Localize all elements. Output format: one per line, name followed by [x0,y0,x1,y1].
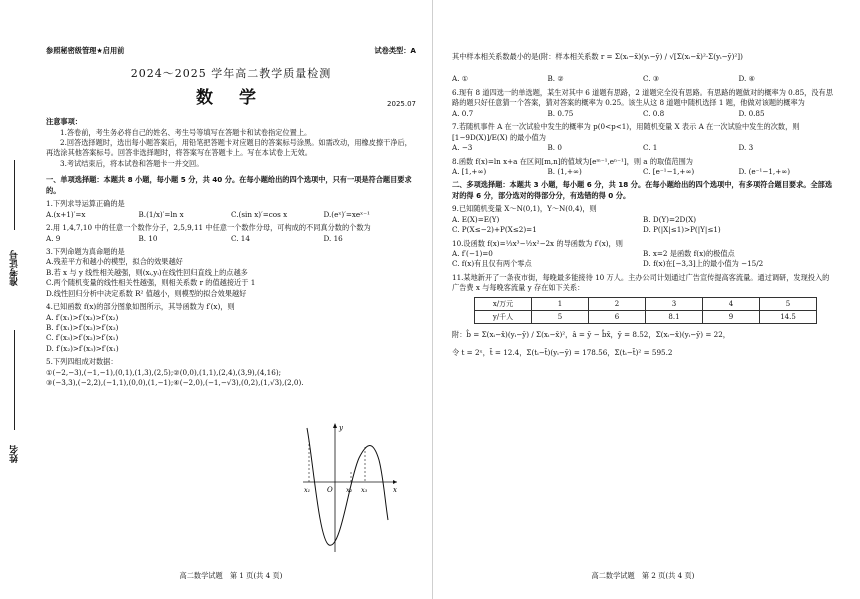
q7-option-b: B. 0 [547,143,562,153]
q3-option-c: C.两个随机变量的线性相关性越强，则相关系数 r 的值越接近于 1 [46,278,256,288]
table-cell: 5 [760,297,817,310]
question-5 [46,357,416,388]
page-divider [432,0,433,599]
q2-option-b: B. 10 [138,233,158,243]
q7-stem: 7.若随机事件 A 在一次试验中发生的概率为 p(0<p<1)，用随机变量 X 表示 A 在一次试验中发生的次数，则 [1−9D(X)]/E(X) 的最小值为 [452,122,800,142]
table-cell: 2 [589,297,646,310]
q5-option-c: C. ③ [643,74,660,84]
table-cell: 4 [703,297,760,310]
note-2: 2.回答选择题时，选出每小题答案后，用铅笔把答题卡对应题目的答案标号涂黑。如需改动，用橡皮擦干净后，再选涂其他答案标号。回答非选择题时，将答案写在答题卡上。写在本试卷上无效。 [46,138,412,158]
q4-option-c: C. f′(x₃)>f′(x₂)>f′(x₁) [46,333,119,343]
paper-type: 试卷类型：A [374,46,416,55]
q2-option-a: A. 9 [46,233,61,243]
q3-option-d: D.线性回归分析中决定系数 R² 值越小，则模型的拟合效果越好 [46,288,247,298]
xm-label: 姓名 [10,445,20,463]
q10-option-a: A. f′(−1)=0 [452,249,493,258]
q1-stem: 1.下列求导运算正确的是 [46,199,125,209]
xm-line [14,330,15,430]
q10-stem: 10.设函数 f(x)=⅓x³−½x²−2x 的导函数为 f′(x)，则 [452,238,623,248]
q10-option-c: C. f(x)有且仅有两个零点 [452,259,532,269]
q9-options [452,215,834,236]
q5-option-b: B. ② [547,74,564,84]
graph-x2-label: x₂ [346,486,353,494]
y-axis-arrow [333,423,337,428]
q1-option-a: A.(x+1)′=x [46,209,86,219]
q6-option-d: D. 0.85 [738,108,765,118]
q7-option-c: C. 1 [643,143,658,153]
question-11 [452,273,834,359]
graph-origin-label: O [327,486,333,494]
table-cell: 6 [589,310,646,323]
question-8 [452,157,834,178]
q7-options [452,143,834,153]
graph-y-label: y [339,424,343,432]
table-row [475,297,817,310]
q1-option-b: B.(1/x)′=ln x [138,209,184,219]
q5-stem: 5.下列四组成对数据： [46,357,118,367]
q8-option-d: D. (e⁻¹−1,+∞) [738,166,791,176]
left-footer: 高二数学试题 第 1 页(共 4 页) [179,571,283,580]
q3-option-b: B.若 x 与 y 线性相关越强，则(xᵢ,yᵢ)在线性回归直线上的点越多 [46,267,248,277]
q3-stem: 3.下列命题为真命题的是 [46,246,125,256]
question-10 [452,239,834,270]
binding-margin [0,0,40,599]
exam-date: 2025.07 [387,100,416,109]
q11-stem: 11.某地新开了一条夜市街，每晚最多能接待 10 万人。主办公司计划通过广告宣传提高客流量。通过调研，发现投入的广告费 x 与每晚客流量 y 存在如下关系： [452,272,830,293]
q9-option-d: D. P(|X|≤1)>P(|Y|≤1) [643,225,721,235]
table-header-x: x/万元 [475,297,532,310]
table-header-y: y/千人 [475,310,532,323]
table-cell: 1 [532,297,589,310]
reference-formula-2: 令 t = 2ˣ，t̄ = 12.4，Σ(tᵢ−t̄)(yᵢ−ȳ) = 178.56，Σ(tᵢ−t̄)² = 595.2 [452,348,673,358]
q10-options [452,249,834,270]
q7-option-d: D. 3 [738,143,754,153]
q8-option-b: B. (1,+∞) [547,166,582,176]
graph-x1-label: x₁ [304,486,311,494]
q5-options [452,74,834,84]
note-1: 1.答卷前，考生务必将自己的姓名、考生号等填写在答题卡和试卷指定位置上。 [60,127,312,137]
table-cell: 5 [532,310,589,323]
q2-option-c: C. 14 [231,233,250,243]
q9-option-a: A. E(X)=E(Y) [452,214,500,224]
q6-option-b: B. 0.75 [547,108,574,118]
q1-options [46,210,416,220]
notes-title: 注意事项： [46,117,82,127]
question-6 [452,88,834,119]
q7-option-a: A. −3 [452,143,473,153]
section-1-heading: 一、单项选择题：本题共 8 小题，每小题 5 分，共 40 分。在每小题给出的四个选项中，只有一项是符合题目要求的。 [46,175,412,195]
right-page [452,0,834,580]
table-cell: 9 [703,310,760,323]
x-axis-arrow [393,480,397,484]
q6-stem: 6.现有 8 道四选一的单选题，某生对其中 6 道题有思路，2 道题完全没有思路。有思路的题做对的概率为 0.85，没有思路的题只好任意猜一个答案，猜对答案的概率为 0.25。该生从这 8 道题中随机选择 1 题，他做对该题的概率为 [452,87,833,108]
q6-options [452,109,834,119]
q5-continued: 其中样本相关系数最小的是(附：样本相关系数 r = Σ(xᵢ−x̄)(yᵢ−ȳ) / √[Σ(xᵢ−x̄)²·Σ(yᵢ−ȳ)²]) [452,52,743,61]
table-cell: 3 [646,297,703,310]
q4-stem: 4.已知函数 f(x)的部分图象如图所示，其导函数为 f′(x)，则 [46,302,235,312]
q4-option-b: B. f′(x₁)>f′(x₂)>f′(x₃) [46,323,119,333]
q8-option-c: C. [e⁻¹−1,+∞) [643,166,695,176]
q9-option-c: C. P(X≤−2)+P(X≤2)=1 [452,225,537,235]
table-cell: 14.5 [760,310,817,323]
q1-option-d: D.(eˣ)′=xeˣ⁻¹ [323,209,370,219]
header-line [46,46,416,56]
q6-option-c: C. 0.8 [643,108,665,118]
q9-option-b: B. D(Y)=2D(X) [643,214,697,224]
function-graph [299,420,401,555]
table-cell: 8.1 [646,310,703,323]
q2-option-d: D. 16 [323,233,343,243]
q8-stem: 8.函数 f(x)=ln x+a 在区间[m,n]的值域为[eᵐ⁻¹,eⁿ⁻¹]，则 a 的取值范围为 [452,156,693,166]
q6-option-a: A. 0.7 [452,108,474,118]
reference-formula-1: 附：b̂ = Σ(xᵢ−x̄)(yᵢ−ȳ) / Σ(xᵢ−x̄)²，â = ȳ − b̂x̄，ȳ = 8.52，Σ(xᵢ−x̄)(yᵢ−ȳ) = 22， [452,330,730,340]
q5-data-row-1: ①(−2,−3),(−1,−1),(0,1),(1,3),(2,5);②(0,0),(1,1),(2,4),(3,9),(4,16); [46,367,282,377]
q2-options [46,234,416,244]
left-page [46,0,416,580]
q8-options [452,167,834,177]
q5-data-row-2: ③(−3,3),(−2,2),(−1,1),(0,0),(1,−1);④(−2,0),(−1,−√3),(0,2),(1,√3),(2,0). [46,378,304,388]
q8-option-a: A. [1,+∞) [452,166,487,176]
zkzh-label: 准考证号 [10,250,20,286]
note-3: 3.考试结束后，将本试卷和答题卡一并交回。 [60,158,204,168]
question-2 [46,223,416,244]
q5-option-d: D. ④ [738,74,756,84]
q11-table [474,297,817,324]
subject-title: 数 学 [196,88,266,109]
graph-x3-label: x₃ [361,486,368,494]
right-footer: 高二数学试题 第 2 页(共 4 页) [591,571,695,580]
q4-option-d: D. f′(x₂)>f′(x₃)>f′(x₁) [46,343,119,353]
question-1 [46,199,416,220]
zkzh-line [14,160,15,230]
question-9 [452,204,834,235]
graph-x-label: x [393,486,397,494]
confidential-label: 参照秘密级管理★启用前 [46,46,125,55]
question-3 [46,247,416,299]
table-row [475,310,817,323]
question-4 [46,302,416,354]
question-7 [452,122,834,153]
q2-stem: 2.用 1,4,7,10 中的任意一个数作分子，2,5,9,11 中任意一个数作分母，可构成的不同真分数的个数为 [46,223,371,233]
q5-option-a: A. ① [452,74,469,84]
q3-option-a: A.残差平方和越小的模型，拟合的效果越好 [46,257,183,267]
q1-option-c: C.(sin x)′=cos x [231,209,288,219]
q10-option-d: D. f(x)在[−3,3]上的最小值为 −15/2 [643,259,764,269]
q4-option-a: A. f′(x₁)>f′(x₃)>f′(x₂) [46,312,119,322]
q10-option-b: B. x=2 是函数 f(x)的极值点 [643,249,735,258]
exam-title: 2024～2025 学年高二教学质量检测 [130,67,332,81]
section-2-heading: 二、多项选择题：本题共 3 小题，每小题 6 分，共 18 分。在每小题给出的四个选项中，有多项符合题目要求。全部选对的得 6 分，部分选对的得部分分，有选错的得 0 分。 [452,180,833,200]
q9-stem: 9.已知随机变量 X～N(0,1)，Y～N(0,4)，则 [452,204,597,214]
